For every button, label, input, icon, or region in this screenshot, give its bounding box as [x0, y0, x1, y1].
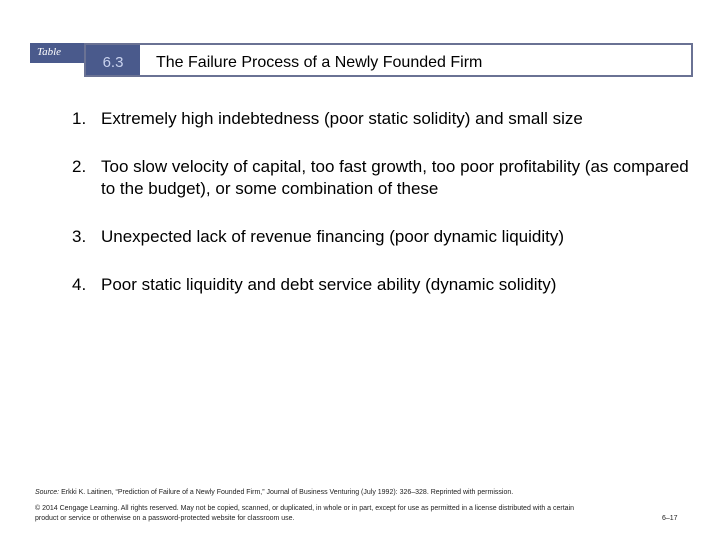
table-header: [84, 43, 693, 77]
copyright-notice: © 2014 Cengage Learning. All rights reserved. May not be copied, scanned, or duplicated, in whole or in part, except for use as permitted in a license distributed with a certain product or service or otherwise on a password-protected website for classroom use.: [35, 505, 575, 522]
table-title: The Failure Process of a Newly Founded Firm: [156, 54, 483, 71]
source-label: Source:: [35, 489, 60, 496]
item-number: 2.: [72, 157, 87, 176]
item-text: Extremely high indebtedness (poor static solidity) and small size: [101, 109, 583, 128]
table-tag: Table: [30, 43, 84, 63]
list-item: [72, 274, 692, 296]
item-number: 3.: [72, 227, 87, 246]
item-list: [72, 108, 692, 322]
page-number: 6–17: [662, 515, 678, 522]
source-citation: [35, 489, 513, 496]
list-item: [72, 226, 692, 248]
source-text: Erkki K. Laitinen, “Prediction of Failure of a Newly Founded Firm,” Journal of Business Venturing (July 1992): 326–328. Reprinted with permission.: [61, 489, 514, 496]
list-item: [72, 108, 692, 130]
table-number: 6.3: [86, 45, 140, 75]
list-item: [72, 156, 692, 200]
item-text: Poor static liquidity and debt service ability (dynamic solidity): [101, 275, 557, 294]
item-number: 1.: [72, 109, 87, 128]
item-text: Too slow velocity of capital, too fast growth, too poor profitability (as compared to the budget), or some combination of these: [101, 157, 689, 198]
item-text: Unexpected lack of revenue financing (poor dynamic liquidity): [101, 227, 565, 246]
item-number: 4.: [72, 275, 87, 294]
